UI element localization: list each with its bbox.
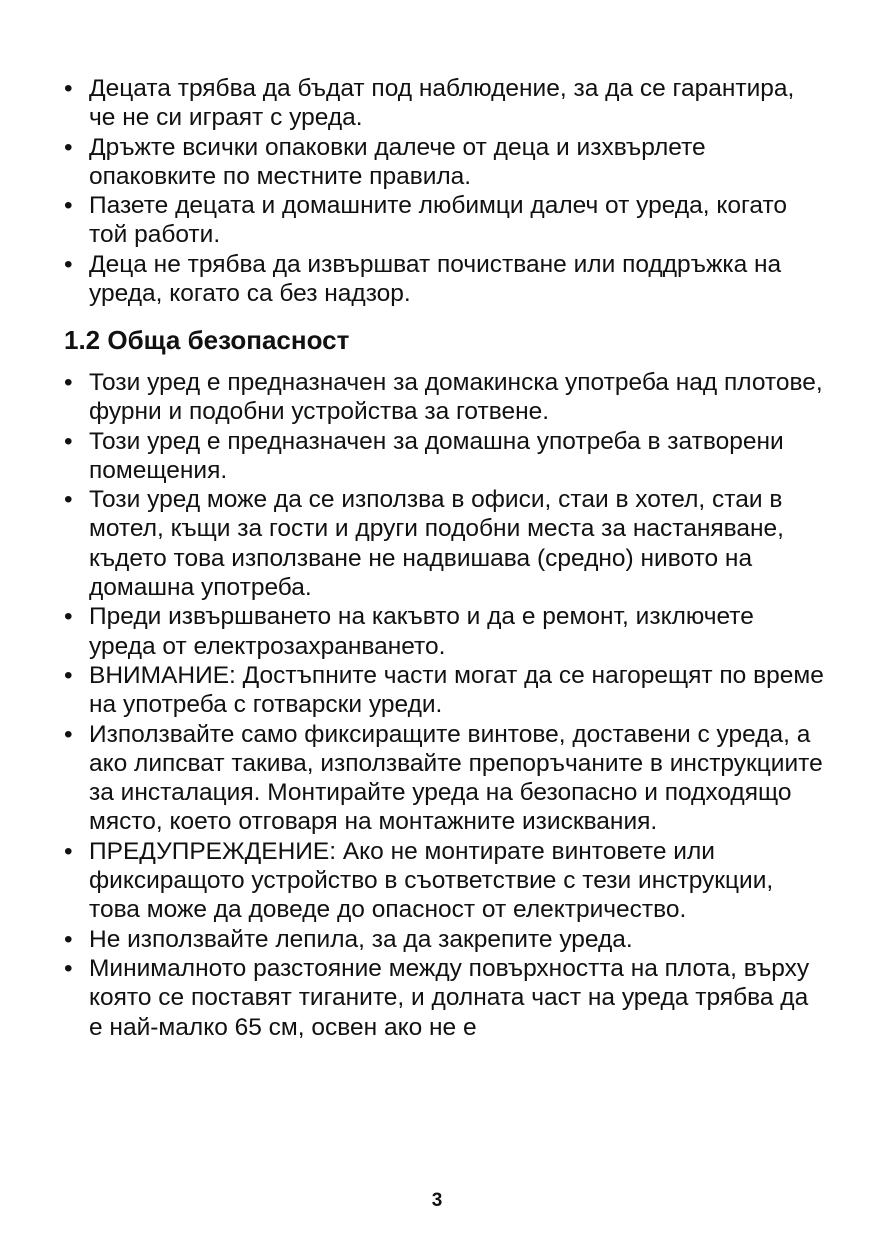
list-item-text: Използвайте само фиксиращите винтове, доставени с уреда, а ако липсват такива, използвайте препоръчаните в инструкциите за инсталация. Монтирайте уреда на безопасно и подходящо място, което отговаря на монтажните изисквания. <box>89 720 823 836</box>
section-heading: 1.2 Обща безопасност <box>64 325 350 355</box>
bullet-icon: • <box>64 369 73 396</box>
list-item <box>64 250 824 309</box>
list-item-text: Децата трябва да бъдат под наблюдение, за да се гарантира, че не си играят с уреда. <box>89 75 795 132</box>
bullet-icon: • <box>64 661 73 689</box>
bullet-icon: • <box>64 250 73 278</box>
bullet-icon: • <box>64 192 73 220</box>
list-item <box>64 133 824 192</box>
list-item <box>64 661 824 720</box>
bullet-icon: • <box>64 486 73 514</box>
list-item <box>64 368 824 427</box>
list-item <box>64 191 824 250</box>
list-item <box>64 954 824 1042</box>
bullet-icon: • <box>64 427 73 455</box>
list-item-text: Този уред може да се използва в офиси, стаи в хотел, стаи в мотел, къщи за гости и други подобни места за настаняване, където това използване не надвишава (средно) нивото на домашна употреба. <box>89 486 784 602</box>
list-item-text: Пазете децата и домашните любимци далеч от уреда, когато той работи. <box>89 192 788 249</box>
list-item-text: Този уред е предназначен за домакинска употреба над плотове, фурни и подобни устройства за готвене. <box>89 369 823 426</box>
list-item-text: ВНИМАНИЕ: Достъпните части могат да се нагорещят по време на употреба с готварски уреди. <box>89 661 824 719</box>
list-item <box>64 602 824 661</box>
general-safety-list <box>64 368 824 1042</box>
list-item <box>64 720 824 837</box>
bullet-icon: • <box>64 133 73 161</box>
list-item-text: Минималното разстояние между повърхността на плота, върху която се поставят тиганите, и долната част на уреда трябва да е най-малко 65 см, освен ако не е <box>89 954 810 1041</box>
bullet-icon: • <box>64 720 73 748</box>
list-item-text: Не използвайте лепила, за да закрепите уреда. <box>89 925 633 953</box>
list-item-text: ПРЕДУПРЕЖДЕНИЕ: Ако не монтирате винтовете или фиксиращото устройство в съответствие с тези инструкции, това може да доведе до опасност от електричество. <box>89 837 774 924</box>
list-item <box>64 485 824 602</box>
list-item-text: Деца не трябва да извършват почистване или поддръжка на уреда, когато са без надзор. <box>89 250 782 308</box>
list-item-text: Дръжте всички опаковки далече от деца и изхвърлете опаковките по местните правила. <box>89 133 706 190</box>
page-number: 3 <box>431 1190 443 1211</box>
bullet-icon: • <box>64 954 73 982</box>
list-item-text: Преди извършването на какъвто и да е ремонт, изключете уреда от електрозахранването. <box>89 603 754 660</box>
children-safety-list <box>64 74 824 308</box>
bullet-icon: • <box>64 603 73 631</box>
bullet-icon: • <box>64 837 73 865</box>
list-item-text: Този уред е предназначен за домашна употреба в затворени помещения. <box>89 427 784 484</box>
list-item <box>64 837 824 925</box>
list-item <box>64 74 824 133</box>
bullet-icon: • <box>64 925 73 953</box>
bullet-icon: • <box>64 75 73 102</box>
list-item <box>64 925 824 954</box>
list-item <box>64 427 824 486</box>
